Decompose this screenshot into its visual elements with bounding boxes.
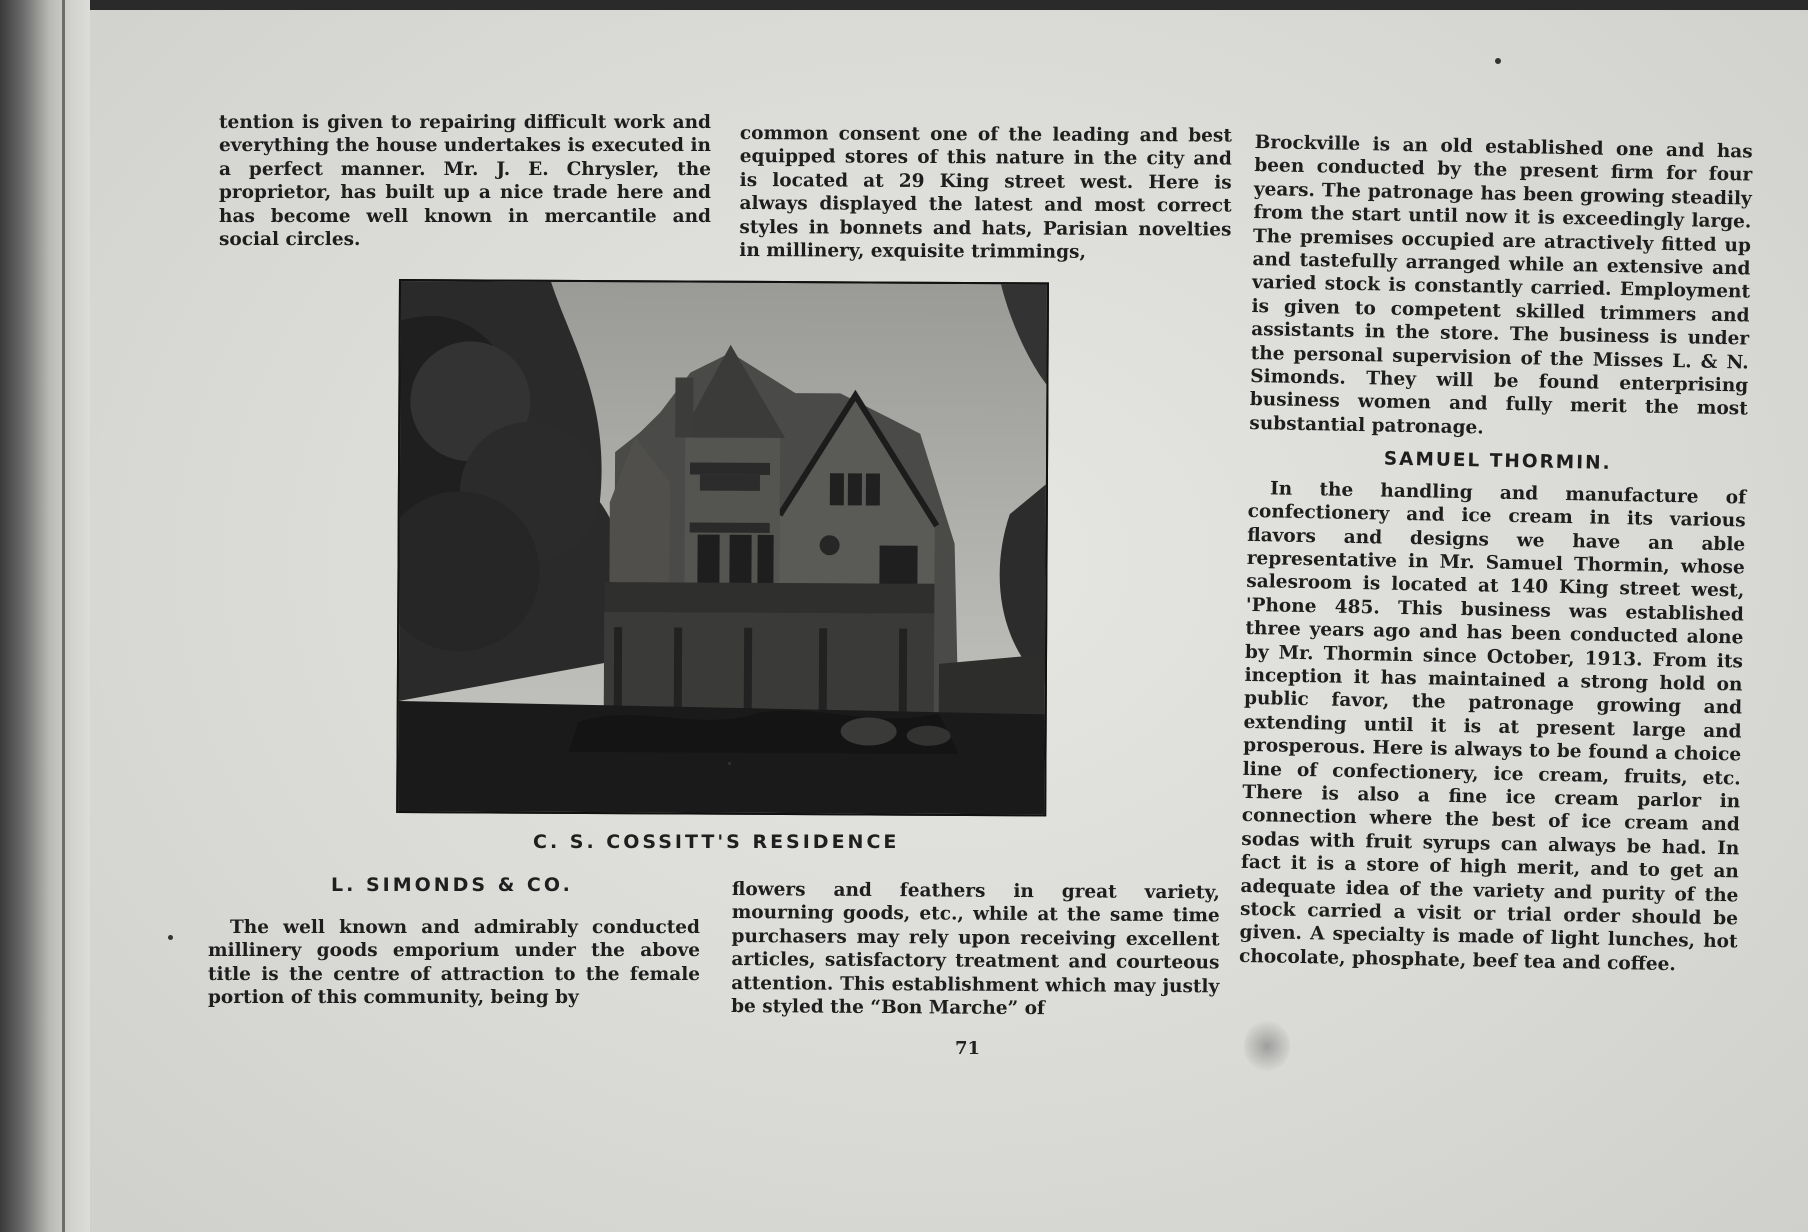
thormin-paragraph: In the handling and manufacture of confectionery and ice cream in its various flavors and designs we have an able representative in Mr. Samuel Thormin, whose salesroom is located at 140 King street west, 'Phone 485. This business was established three years ago and has been conducted alone by Mr. Thormin since October, 1913. From its inception it has maintained a strong hold on public favor, the patronage growing and extending until it is at present large and prosperous. Here is always to be found a choice line of confectionery, ice cream, fruits, etc. There is also a fine ice cream parlor in connection where the best of ice cream and sodas with fruit syrups can always be had. In fact it is a store of high merit, and to get an adequate idea of the variety and purity of the stock carried a visit or trial order should be given. A specialty is made of light lunches, hot chocolate, phosphate, beef tea and coffee. [1238,478,1747,976]
column-2-bottom [731,878,1220,1022]
simonds-heading: L. SIMONDS & CO. [331,874,573,896]
residence-photo [396,279,1049,816]
column-3 [1239,131,1753,978]
spine-gutter-line [62,0,65,1232]
dust-speck [728,762,731,765]
col2-bottom-paragraph: flowers and feathers in great variety, mourning goods, etc., while at the same time purchasers may rely upon receiving excellent articles, satisfactory treatment and courteous attention. This establishment which may justly be styled the “Bon Marche” of [731,879,1220,1020]
col2-top-paragraph: common consent one of the leading and best equipped stores of this nature in the city and is located at 29 King street west. Here is always displayed the latest and most correct styles in bonnets and hats, Parisian novelties in millinery, exquisite trimmings, [739,122,1232,263]
column-1-bottom [208,916,700,1010]
residence-photo-image [398,281,1047,814]
thormin-heading: SAMUEL THORMIN. [1383,448,1612,475]
column-1-top [219,111,711,251]
col1-top-paragraph: tention is given to repairing difficult work and everything the house undertakes is executed in a perfect manner. Mr. J. E. Chrysler, the proprietor, has built up a nice trade here and has become well known in mercantile and social circles. [219,112,711,251]
simonds-paragraph: The well known and admirably conducted millinery goods emporium under the above title is the centre of attraction to the female portion of this community, being by [208,917,700,1009]
ink-stain [1244,1020,1290,1072]
dust-speck [1495,58,1501,64]
column-2-top [739,122,1232,265]
page-number: 71 [955,1038,981,1059]
book-spine [0,0,90,1232]
photo-caption: C. S. COSSITT'S RESIDENCE [533,831,900,853]
dust-speck [168,935,173,940]
col3-paragraph-1: Brockville is an old established one and has been conducted by the present firm for four years. The patronage has been growing steadily from the start until now it is exceedingly large. The premises occupied are atractively fitted up and tastefully arranged while an extensive and varied stock is constantly carried. Employment is given to competent skilled trimmers and assistants in the store. The business is under the personal supervision of the Misses L. & N. Simonds. They will be found enterprising business women and fully merit the most substantial patronage. [1249,131,1753,439]
